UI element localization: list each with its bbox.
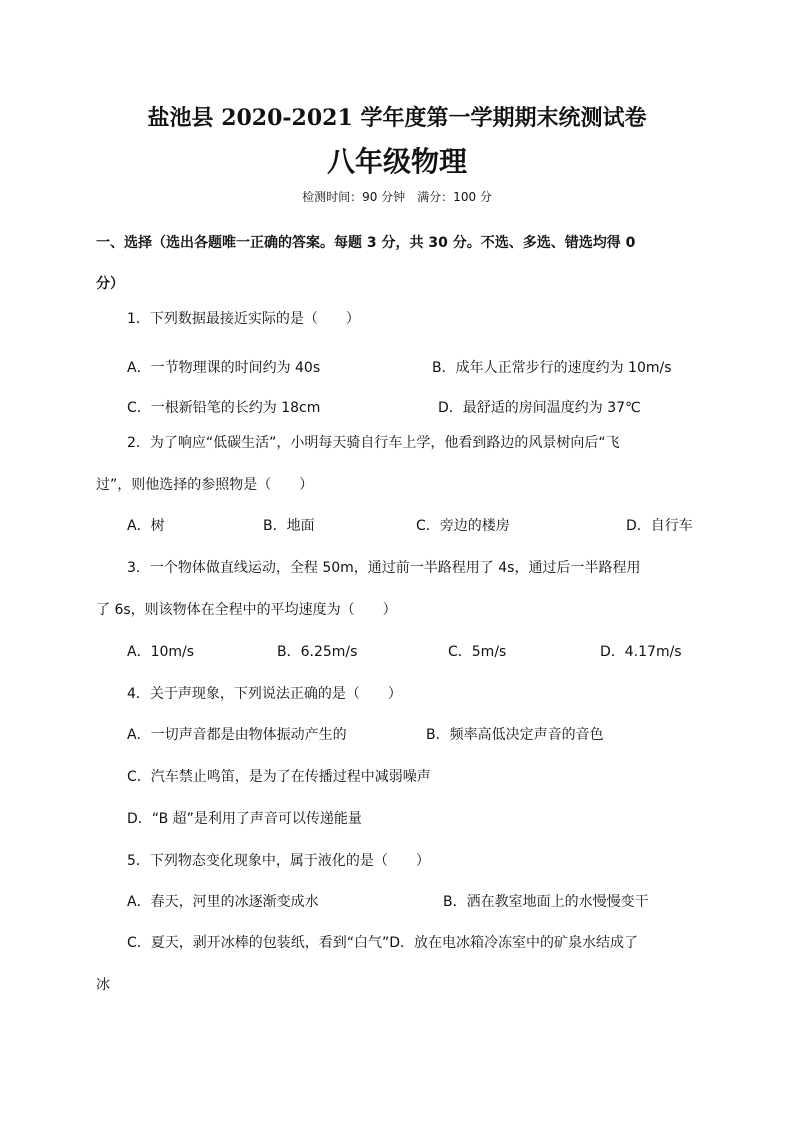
option-d: 冰 <box>96 977 110 993</box>
option-d: D．“B 超”是利用了声音可以传递能量 <box>127 811 362 827</box>
option-c: C．夏天，剥开冰棒的包装纸，看到“白气”D．放在电冰箱冷冻室中的矿泉水结成了 <box>127 935 639 951</box>
question-stem: 5．下列物态变化现象中，属于液化的是（ ） <box>127 853 430 869</box>
question-stem: 1．下列数据最接近实际的是（ ） <box>127 311 360 327</box>
option-a: A．树 <box>127 518 165 534</box>
question-stem: 3．一个物体做直线运动，全程 50m，通过前一半路程用了 4s，通过后一半路程用 <box>127 560 641 576</box>
question-stem: 2．为了响应“低碳生活”，小明每天骑自行车上学，他看到路边的风景树向后“飞 <box>127 435 620 451</box>
section-heading-cont: 分） <box>96 276 124 292</box>
section-heading: 一、选择（选出各题唯一正确的答案。每题 3 分，共 30 分。不选、多选、错选均得 0 <box>96 235 636 251</box>
option-b: B．频率高低决定声音的音色 <box>426 727 604 743</box>
option-c: C．一根新铅笔的长约为 18cm <box>127 400 321 416</box>
option-a: A．春天，河里的冰逐渐变成水 <box>127 894 319 910</box>
question-stem-cont: 了 6s，则该物体在全程中的平均速度为（ ） <box>96 602 397 618</box>
option-d: D．自行车 <box>626 518 693 534</box>
option-a: A．一切声音都是由物体振动产生的 <box>127 727 347 743</box>
option-c: C．5m/s <box>448 644 507 660</box>
option-b: B．洒在教室地面上的水慢慢变干 <box>443 894 649 910</box>
option-c: C．旁边的楼房 <box>416 518 510 534</box>
option-a: A．10m/s <box>127 644 195 660</box>
exam-title: 盐池县 2020-2021 学年度第一学期期末统测试卷 <box>147 105 647 131</box>
option-c: C．汽车禁止鸣笛，是为了在传播过程中减弱噪声 <box>127 769 431 785</box>
question-stem: 4．关于声现象，下列说法正确的是（ ） <box>127 686 402 702</box>
exam-meta: 检测时间：90 分钟 满分：100 分 <box>302 190 492 204</box>
option-b: B．成年人正常步行的速度约为 10m/s <box>432 360 672 376</box>
option-b: B．6.25m/s <box>277 644 358 660</box>
option-d: D．最舒适的房间温度约为 37℃ <box>438 400 641 416</box>
question-stem-cont: 过”，则他选择的参照物是（ ） <box>96 477 314 493</box>
exam-subtitle: 八年级物理 <box>326 145 467 178</box>
option-b: B．地面 <box>263 518 315 534</box>
option-d: D．4.17m/s <box>600 644 682 660</box>
option-a: A．一节物理课的时间约为 40s <box>127 360 321 376</box>
